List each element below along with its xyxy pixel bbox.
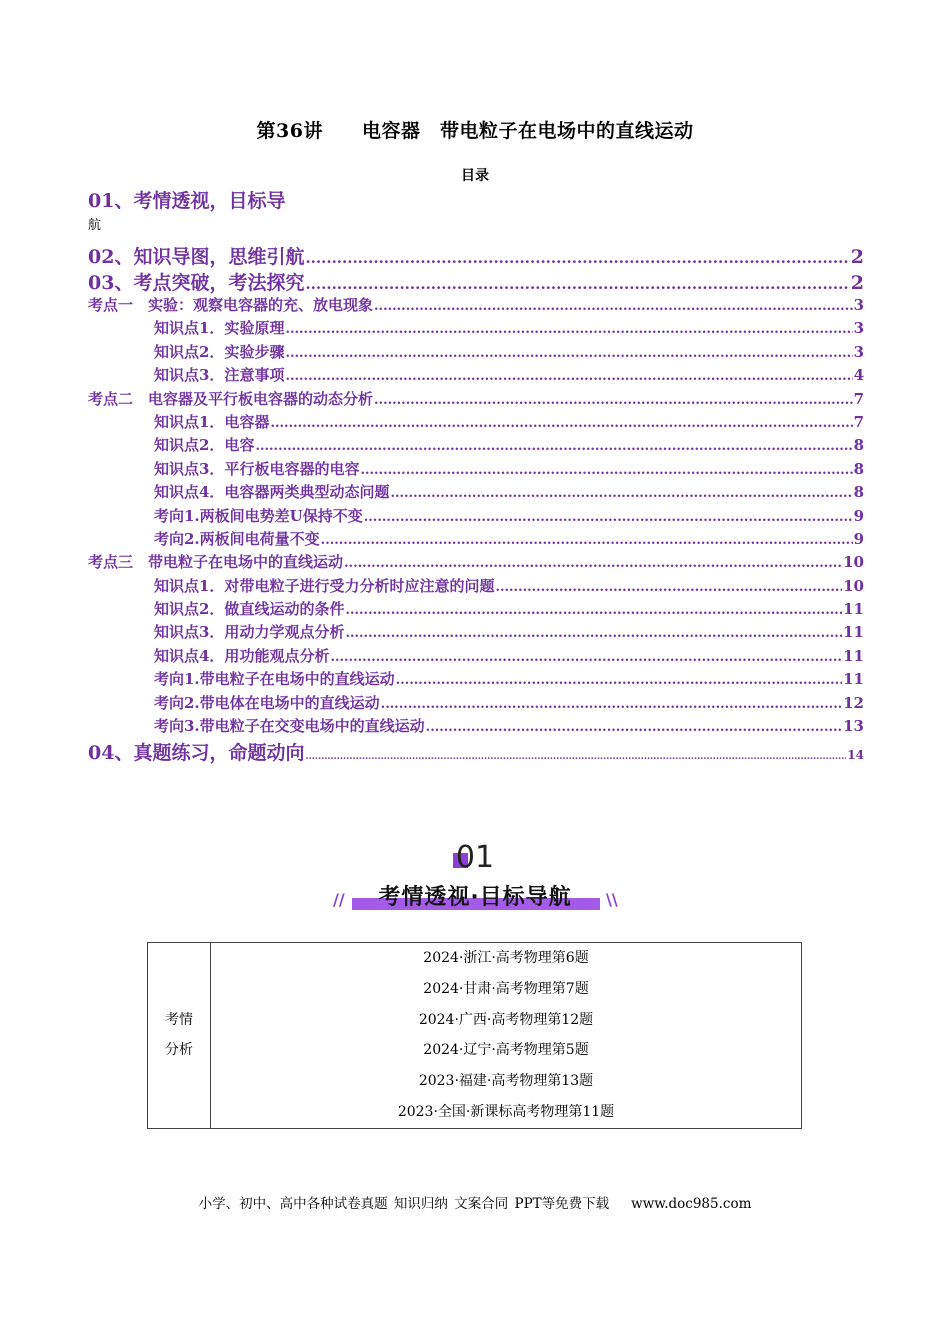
toc-leader-dots: [305, 752, 846, 762]
toc-leader-dots: [285, 346, 852, 361]
toc-entry-page: 11: [843, 670, 864, 689]
toc-entry-label: 知识点1．对带电粒子进行受力分析时应注意的问题: [154, 576, 495, 595]
toc-entry-label: 知识点3．用动力学观点分析: [154, 623, 345, 642]
toc-leader-dots: [374, 393, 853, 408]
toc-leader-dots: [255, 439, 852, 454]
toc-entry-label: 知识点2．实验步骤: [154, 342, 285, 361]
banner-slash-right: \\: [606, 890, 618, 909]
toc-entry[interactable]: [88, 645, 864, 668]
toc-entry-label: 考向3.带电粒子在交变电场中的直线运动: [154, 717, 425, 736]
toc-entry[interactable]: [88, 364, 864, 387]
toc-entry-page: 4: [853, 366, 864, 385]
exam-item: 2023·福建·高考物理第13题: [418, 1073, 594, 1090]
toc-entry-label: 知识点2．做直线运动的条件: [154, 600, 345, 619]
toc-entry[interactable]: [88, 598, 864, 621]
toc-entry-01[interactable]: 01、考情透视，目标导: [88, 190, 286, 212]
toc-entry-page: 8: [853, 483, 864, 502]
section-banner: [0, 840, 950, 915]
exam-analysis-table: [147, 942, 802, 1129]
toc-entry-label: 知识点3．平行板电容器的电容: [154, 459, 360, 478]
toc-entry-label: 知识点4．用功能观点分析: [154, 646, 330, 665]
toc-entry-label: 考点二 电容器及平行板电容器的动态分析: [88, 389, 374, 408]
exam-analysis-header: [148, 943, 211, 1129]
toc-entry-page: 11: [843, 600, 864, 619]
table-of-contents: [88, 242, 864, 764]
exam-analysis-list: [211, 943, 802, 1129]
toc-leader-dots: [321, 533, 853, 548]
page-footer: [0, 1192, 950, 1212]
toc-leader-dots: [345, 626, 842, 641]
toc-entry[interactable]: [88, 621, 864, 644]
toc-entry-page: 14: [847, 748, 864, 763]
toc-entry[interactable]: [88, 668, 864, 691]
toc-entry[interactable]: [88, 528, 864, 551]
exam-analysis-header-text: 考情 分析: [165, 1012, 193, 1059]
toc-entry[interactable]: [88, 458, 864, 481]
toc-entry-page: 11: [843, 646, 864, 665]
toc-entry-page: 11: [843, 623, 864, 642]
exam-item: 2023·全国·新课标高考物理第11题: [397, 1103, 615, 1120]
footer-text: 小学、初中、高中各种试卷真题 知识归纳 文案合同 PPT等免费下载: [198, 1196, 610, 1212]
toc-entry-page: 3: [853, 319, 864, 338]
toc-entry-label: 知识点3．注意事项: [154, 366, 285, 385]
toc-entry-page: 10: [843, 553, 864, 572]
toc-leader-dots: [344, 556, 842, 571]
toc-leader-dots: [270, 416, 852, 431]
toc-entry-label: 考向2.带电体在电场中的直线运动: [154, 693, 380, 712]
toc-entry-label: 知识点2．电容: [154, 436, 255, 455]
toc-entry-label: 考向1.带电粒子在电场中的直线运动: [154, 670, 395, 689]
toc-entry-label: 03、考点突破，考法探究: [88, 272, 305, 294]
toc-entry[interactable]: [88, 575, 864, 598]
toc-entry-page: 9: [853, 506, 864, 525]
toc-leader-dots: [330, 650, 842, 665]
toc-entry-page: 13: [843, 717, 864, 736]
toc-entry-page: 2: [850, 272, 864, 294]
toc-entry-label: 考点一 实验：观察电容器的充、放电现象: [88, 296, 374, 314]
exam-item: 2024·广西·高考物理第12题: [418, 1011, 594, 1028]
toc-entry[interactable]: [88, 434, 864, 457]
toc-entry-page: 12: [843, 693, 864, 712]
exam-item: 2024·辽宁·高考物理第5题: [423, 1042, 589, 1059]
toc-entry-label: 知识点1．电容器: [154, 412, 270, 431]
toc-leader-dots: [345, 603, 842, 618]
toc-leader-dots: [390, 486, 852, 501]
toc-entry-page: 8: [853, 459, 864, 478]
toc-entry-page: 2: [850, 246, 864, 268]
toc-leader-dots: [426, 720, 842, 735]
toc-leader-dots: [381, 697, 842, 712]
toc-heading: 目录: [461, 168, 489, 184]
toc-entry-page: 7: [853, 389, 864, 408]
toc-entry[interactable]: [88, 692, 864, 715]
toc-entry[interactable]: [88, 268, 864, 294]
toc-entry-label: 考向2.两板间电荷量不变: [154, 529, 320, 548]
toc-entry[interactable]: [88, 738, 864, 764]
toc-entry[interactable]: [88, 388, 864, 411]
toc-entry[interactable]: [88, 411, 864, 434]
toc-entry-page: 7: [853, 412, 864, 431]
toc-leader-dots: [374, 299, 853, 314]
toc-entry-page: 3: [853, 296, 864, 314]
toc-entry-label: 02、知识导图，思维引航: [88, 246, 305, 268]
toc-leader-dots: [285, 322, 852, 337]
toc-entry[interactable]: [88, 551, 864, 574]
toc-entry-01-wrap: 航: [88, 218, 102, 233]
exam-item: 2024·浙江·高考物理第6题: [423, 950, 589, 966]
exam-item: 2024·甘肃·高考物理第7题: [423, 980, 589, 997]
toc-leader-dots: [305, 249, 849, 267]
toc-leader-dots: [285, 369, 852, 384]
toc-entry-page: 10: [843, 576, 864, 595]
document-title: 第36讲 电容器 带电粒子在电场中的直线运动: [256, 120, 694, 142]
toc-leader-dots: [364, 510, 853, 525]
toc-entry[interactable]: [88, 715, 864, 738]
banner-slash-left: //: [333, 890, 345, 909]
toc-entry[interactable]: [88, 294, 864, 317]
toc-leader-dots: [360, 463, 852, 478]
toc-leader-dots: [396, 673, 842, 688]
footer-site[interactable]: www.doc985.com: [631, 1196, 752, 1212]
toc-entry[interactable]: [88, 505, 864, 528]
toc-entry-page: 8: [853, 436, 864, 455]
toc-entry[interactable]: [88, 341, 864, 364]
toc-entry-label: 考点三 带电粒子在电场中的直线运动: [88, 553, 344, 572]
banner-label: 考情透视·目标导航: [378, 885, 572, 910]
toc-entry[interactable]: [88, 317, 864, 340]
toc-entry-label: 知识点4．电容器两类典型动态问题: [154, 483, 390, 502]
toc-leader-dots: [495, 580, 842, 595]
toc-entry[interactable]: [88, 481, 864, 504]
banner-number: 01: [455, 840, 495, 875]
toc-entry-page: 9: [853, 529, 864, 548]
toc-entry-label: 04、真题练习，命题动向: [88, 742, 305, 765]
toc-entry[interactable]: [88, 242, 864, 268]
toc-entry-label: 知识点1．实验原理: [154, 319, 285, 338]
toc-entry-page: 3: [853, 342, 864, 361]
toc-leader-dots: [305, 275, 849, 293]
toc-entry-label: 考向1.两板间电势差U保持不变: [154, 506, 363, 525]
